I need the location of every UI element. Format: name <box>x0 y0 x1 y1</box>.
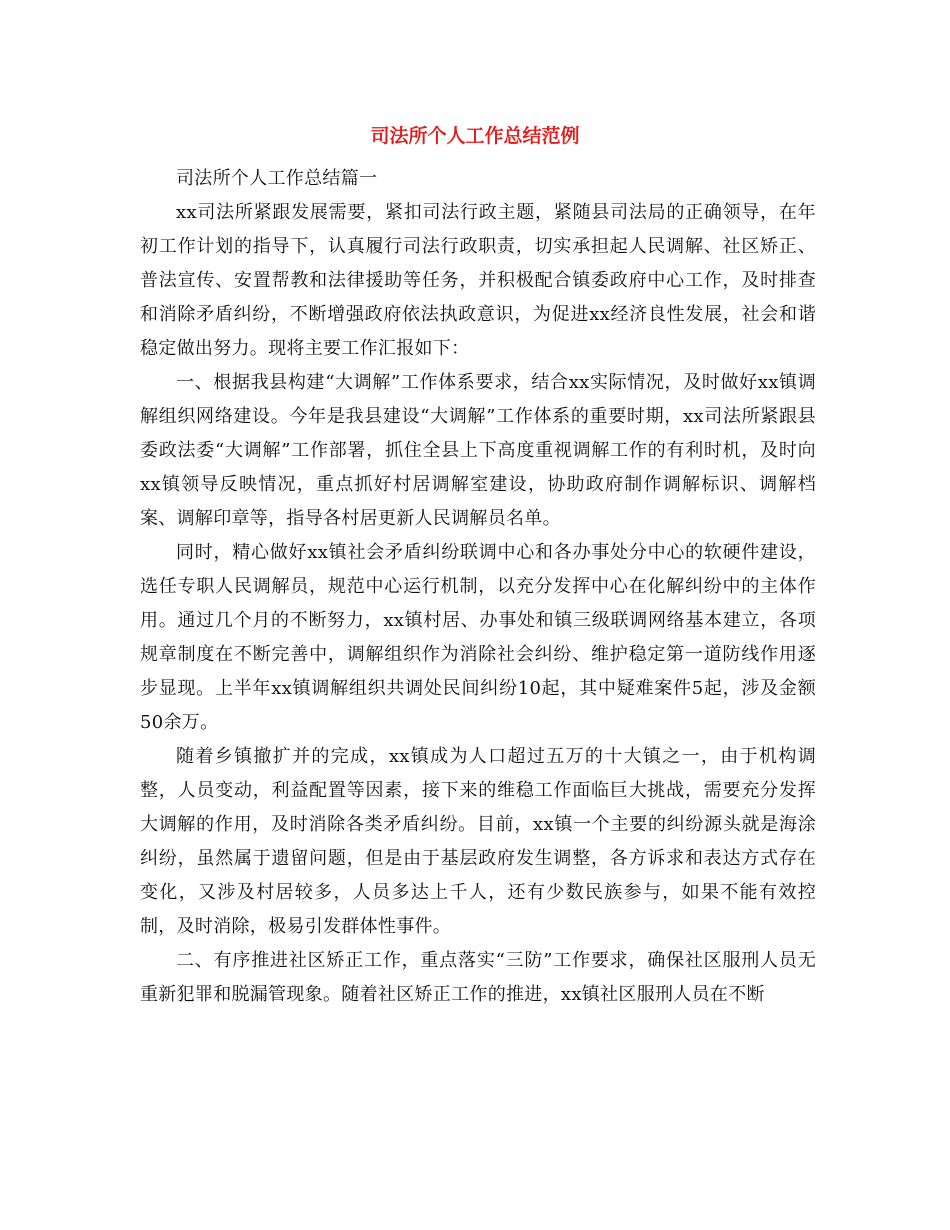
paragraph-intro: xx司法所紧跟发展需要，紧扣司法行政主题，紧随县司法局的正确领导，在年初工作计划的指导下，认真履行司法行政职责，切实承担起人民调解、社区矫正、普法宣传、安置帮教和法律援助等任务，并积极配合镇委政府中心工作，及时排查和消除矛盾纠纷，不断增强政府依法执政意识，为促进xx经济良性发展，社会和谐稳定做出努力。现将主要工作汇报如下： <box>140 202 816 359</box>
paragraph-mediation-center: 同时，精心做好xx镇社会矛盾纠纷联调中心和各办事处分中心的软硬件建设，选任专职人民调解员，规范中心运行机制，以充分发挥中心在化解纠纷中的主体作用。通过几个月的不断努力，xx镇村居、办事处和镇三级联调网络基本建立，各项规章制度在不断完善中，调解组织作为消除社会纠纷、维护稳定第一道防线作用逐步显现。上半年xx镇调解组织共调处民间纠纷10起，其中疑难案件5起，涉及金额50余万。 <box>140 542 816 733</box>
paragraph-stability-challenges: 随着乡镇撤扩并的完成，xx镇成为人口超过五万的十大镇之一，由于机构调整，人员变动，利益配置等因素，接下来的维稳工作面临巨大挑战，需要充分发挥大调解的作用，及时消除各类矛盾纠纷。目前，xx镇一个主要的纠纷源头就是海涂纠纷，虽然属于遗留问题，但是由于基层政府发生调整，各方诉求和表达方式存在变化，又涉及村居较多，人员多达上千人，还有少数民族参与，如果不能有效控制，及时消除，极易引发群体性事件。 <box>140 746 816 937</box>
paragraph-mediation-network: 一、根据我县构建“大调解”工作体系要求，结合xx实际情况，及时做好xx镇调解组织网络建设。今年是我县建设“大调解”工作体系的重要时期，xx司法所紧跟县委政法委“大调解”工作部署，抓住全县上下高度重视调解工作的有利时机，及时向xx镇领导反映情况，重点抓好村居调解室建设，协助政府制作调解标识、调解档案、调解印章等，指导各村居更新人民调解员名单。 <box>140 372 816 529</box>
document-title: 司法所个人工作总结范例 <box>370 125 580 147</box>
document-body <box>140 162 816 1012</box>
section-subtitle: 司法所个人工作总结篇一 <box>176 168 378 189</box>
paragraph-community-correction: 二、有序推进社区矫正工作，重点落实“三防”工作要求，确保社区服刑人员无重新犯罪和脱漏管现象。随着社区矫正工作的推进，xx镇社区服刑人员在不断 <box>140 950 816 1005</box>
